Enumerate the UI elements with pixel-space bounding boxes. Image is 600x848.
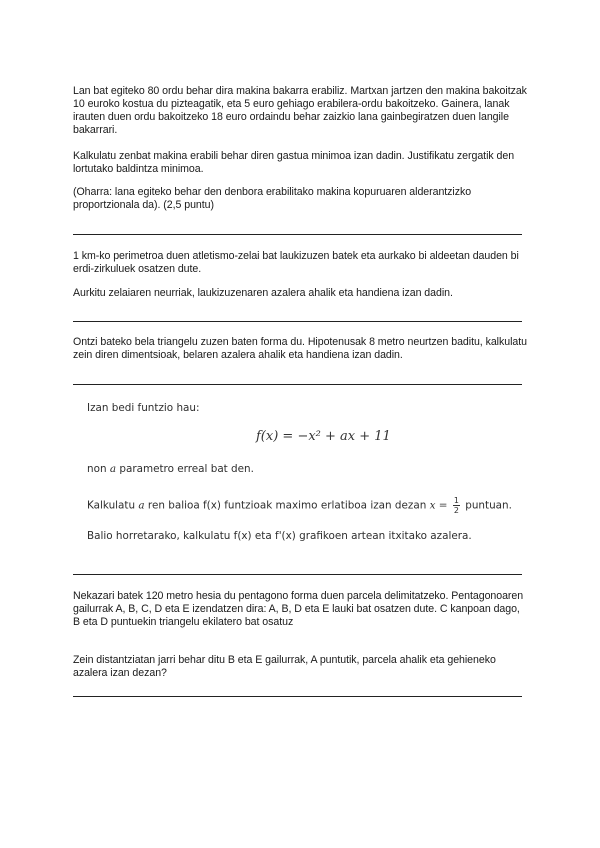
separator-line — [73, 234, 522, 235]
task-1-x-equals: x = — [429, 499, 448, 512]
problem-5-statement: Nekazari batek 120 metro hesia du pentagono forma duen parcela delimitatzeko. Pentagonoaren gailurrak A, B, C, D eta E izendatzen dira: A, B, D eta E lauki bat osatzen dute. C kanpoan dago, B eta D puntuekin triangelu ekilatero bat osatuz — [73, 590, 524, 628]
problem-2-task: Aurkitu zelaiaren neurriak, laukizuzenaren azalera ahalik eta handiena izan dadin. — [73, 287, 453, 299]
problem-2-statement: 1 km-ko perimetroa duen atletismo-zelai bat laukizuzen batek eta aurkako bi aldeetan dauden bi erdi-zirkuluek osatzen dute. — [73, 250, 519, 275]
task-1-lead: Kalkulatu — [87, 499, 136, 512]
problem-4-task-2: Balio horretarako, kalkulatu f(x) eta f'(x) grafikoen artean itxitako azalera. — [87, 530, 472, 542]
task-1-body: ren balioa f(x) funtzioak maximo erlatiboa izan dezan — [147, 499, 427, 512]
task-1-variable: a — [138, 499, 145, 512]
separator-line — [73, 696, 522, 697]
problem-3-statement: Ontzi bateko bela triangelu zuzen baten forma du. Hipotenusak 8 metro neurtzen baditu, kalkulatu zein diren dimentsioak, belaren azalera ahalik eta handiena izan dadin. — [73, 336, 527, 361]
problem-4-parameter-line — [87, 463, 254, 475]
separator-line — [73, 384, 522, 385]
separator-line — [73, 321, 522, 322]
fraction-numerator: 1 — [453, 496, 459, 505]
problem-1-note: (Oharra: lana egiteko behar den denbora erabilitako makina kopuruaren alderantzizko proportzionala da). (2,5 puntu) — [73, 186, 472, 211]
separator-line — [73, 574, 522, 575]
problem-1-task: Kalkulatu zenbat makina erabili behar diren gastua minimoa izan dadin. Justifikatu zergatik den lortutako baldintza minimoa. — [73, 150, 515, 175]
problem-4-formula: f(x) = −x² + ax + 11 — [256, 429, 391, 444]
parameter-variable: a — [109, 463, 117, 475]
problem-4-parameter-text: non a parametro erreal bat den. — [87, 463, 254, 475]
fraction-denominator: 2 — [453, 506, 459, 515]
problem-5-task: Zein distantziatan jarri behar ditu B eta E gailurrak, A puntutik, parcela ahalik eta gehieneko azalera izan dezan? — [73, 654, 496, 679]
task-1-tail: puntuan. — [465, 499, 512, 512]
problem-1-statement: Lan bat egiteko 80 ordu behar dira makina bakarra erabiliz. Martxan jartzen den makina bakoitzak 10 euroko kostua du pizteagatik, eta 5 euro gehiago erabilera-ordu bakoitzeko. Gainera, lanak irauten duen ordu bakoitzeko 18 euro ordaindu behar zaizkio lana gainbegiratzen duen langile bakarrari. — [73, 85, 527, 136]
fraction-one-half — [453, 496, 460, 515]
problem-4-intro: Izan bedi funtzio hau: — [87, 402, 200, 414]
problem-4-task-1 — [87, 496, 512, 515]
